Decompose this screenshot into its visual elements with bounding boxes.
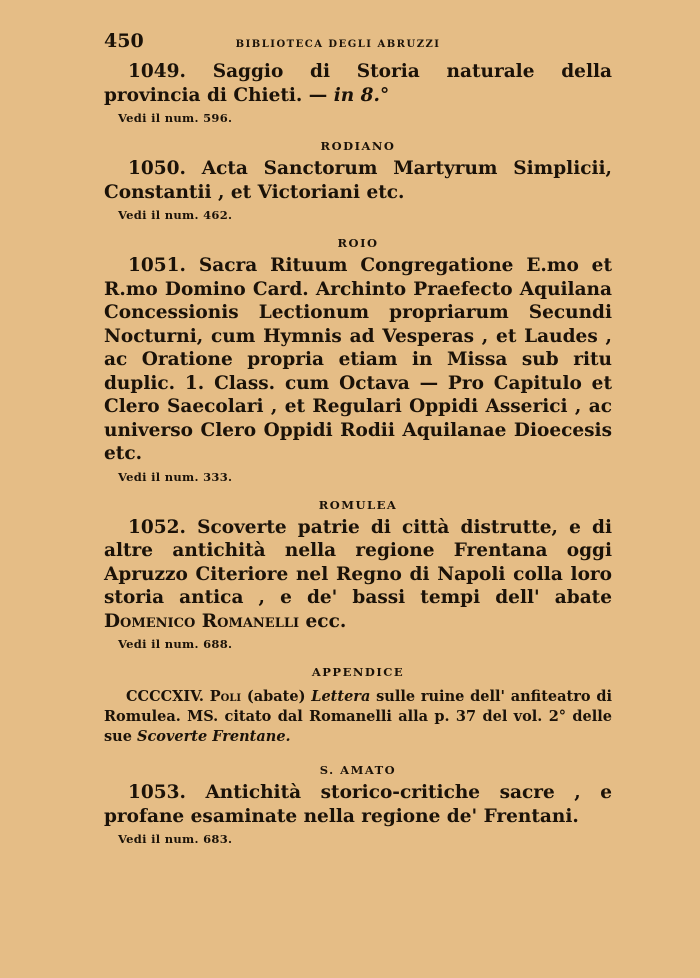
appendix-number: CCCCXIV. (126, 688, 204, 705)
entry-number: 1051. (128, 255, 186, 276)
entry-format: in 8.° (333, 84, 390, 106)
entry-title: Antichità storico-critiche sacre , e profane esaminate nella regione de' Frentani. (104, 782, 612, 827)
appendix-italic-2: Scoverte Frentane. (137, 728, 291, 745)
entry-text (104, 254, 612, 466)
running-head (104, 30, 612, 60)
appendix-entry (104, 687, 612, 747)
section-heading-s-amato: S. AMATO (319, 763, 397, 777)
book-page (104, 30, 612, 856)
entry-text (104, 157, 612, 204)
entry-number: 1049. (128, 61, 186, 82)
entry-title: Scoverte patrie di città distrutte, e di altre antichità nella regione Frentana oggi Apruzzo Citeriore nel Regno di Napoli colla loro storia antica , e de' bassi tempi dell' abate (104, 516, 612, 608)
appendix-author: Poli (209, 688, 242, 705)
entry-author: Domenico Romanelli (104, 610, 300, 632)
appendix-text (104, 687, 612, 747)
entry-reference: Vedi il num. 688. (118, 637, 233, 651)
entry-number: 1053. (128, 782, 186, 803)
entry-text (104, 60, 612, 107)
entry-reference: Vedi il num. 462. (118, 208, 233, 222)
entry-reference: Vedi il num. 333. (118, 469, 233, 484)
entry-1051 (104, 254, 612, 490)
entry-title: Saggio di Storia naturale della provincia di Chieti. — (104, 61, 612, 106)
entry-1050 (104, 157, 612, 228)
section-heading-romulea: ROMULEA (318, 497, 398, 512)
running-title: BIBLIOTECA DEGLI ABRUZZI (235, 39, 441, 50)
entry-number: 1052. (128, 516, 186, 538)
appendix-text-2: sulle ruine dell' anfiteatro di Romulea. MS. citato dal Romanelli alla p. 37 del vol. 2° delle sue (104, 688, 612, 745)
entry-reference: Vedi il num. 596. (118, 111, 233, 125)
entry-1053 (104, 781, 612, 852)
entry-title: Sacra Rituum Congregatione E.mo et R.mo Domino Card. Archinto Praefecto Aquilana Concessionis Lectionum propriarum Secundi Nocturni, cum Hymnis ad Vesperas , et Laudes , ac Oratione propria etiam in Missa sub ritu duplic. 1. Class. cum Octava — Pro Capitulo et Clero Saecolari , et Regulari Oppidi Asserici , ac universo Clero Oppidi Rodii Aquilanae Dioecesis etc. (104, 255, 612, 464)
appendix-text-1: (abate) (246, 688, 306, 705)
section-heading-rodiano: RODIANO (320, 139, 396, 153)
section-heading-roio: ROIO (337, 236, 379, 250)
entry-number: 1050. (128, 158, 186, 179)
entry-text (104, 516, 612, 634)
entry-1049 (104, 60, 612, 131)
entry-title: Acta Sanctorum Martyrum Simplicii, Constantii , et Victoriani etc. (104, 158, 612, 203)
entry-text (104, 781, 612, 828)
entry-tail: ecc. (305, 610, 347, 632)
appendix-italic-1: Lettera (311, 688, 371, 705)
section-heading-appendice: APPENDICE (311, 665, 405, 679)
entry-reference: Vedi il num. 683. (118, 832, 233, 846)
entry-1052 (104, 516, 612, 658)
page-number: 450 (104, 30, 144, 52)
